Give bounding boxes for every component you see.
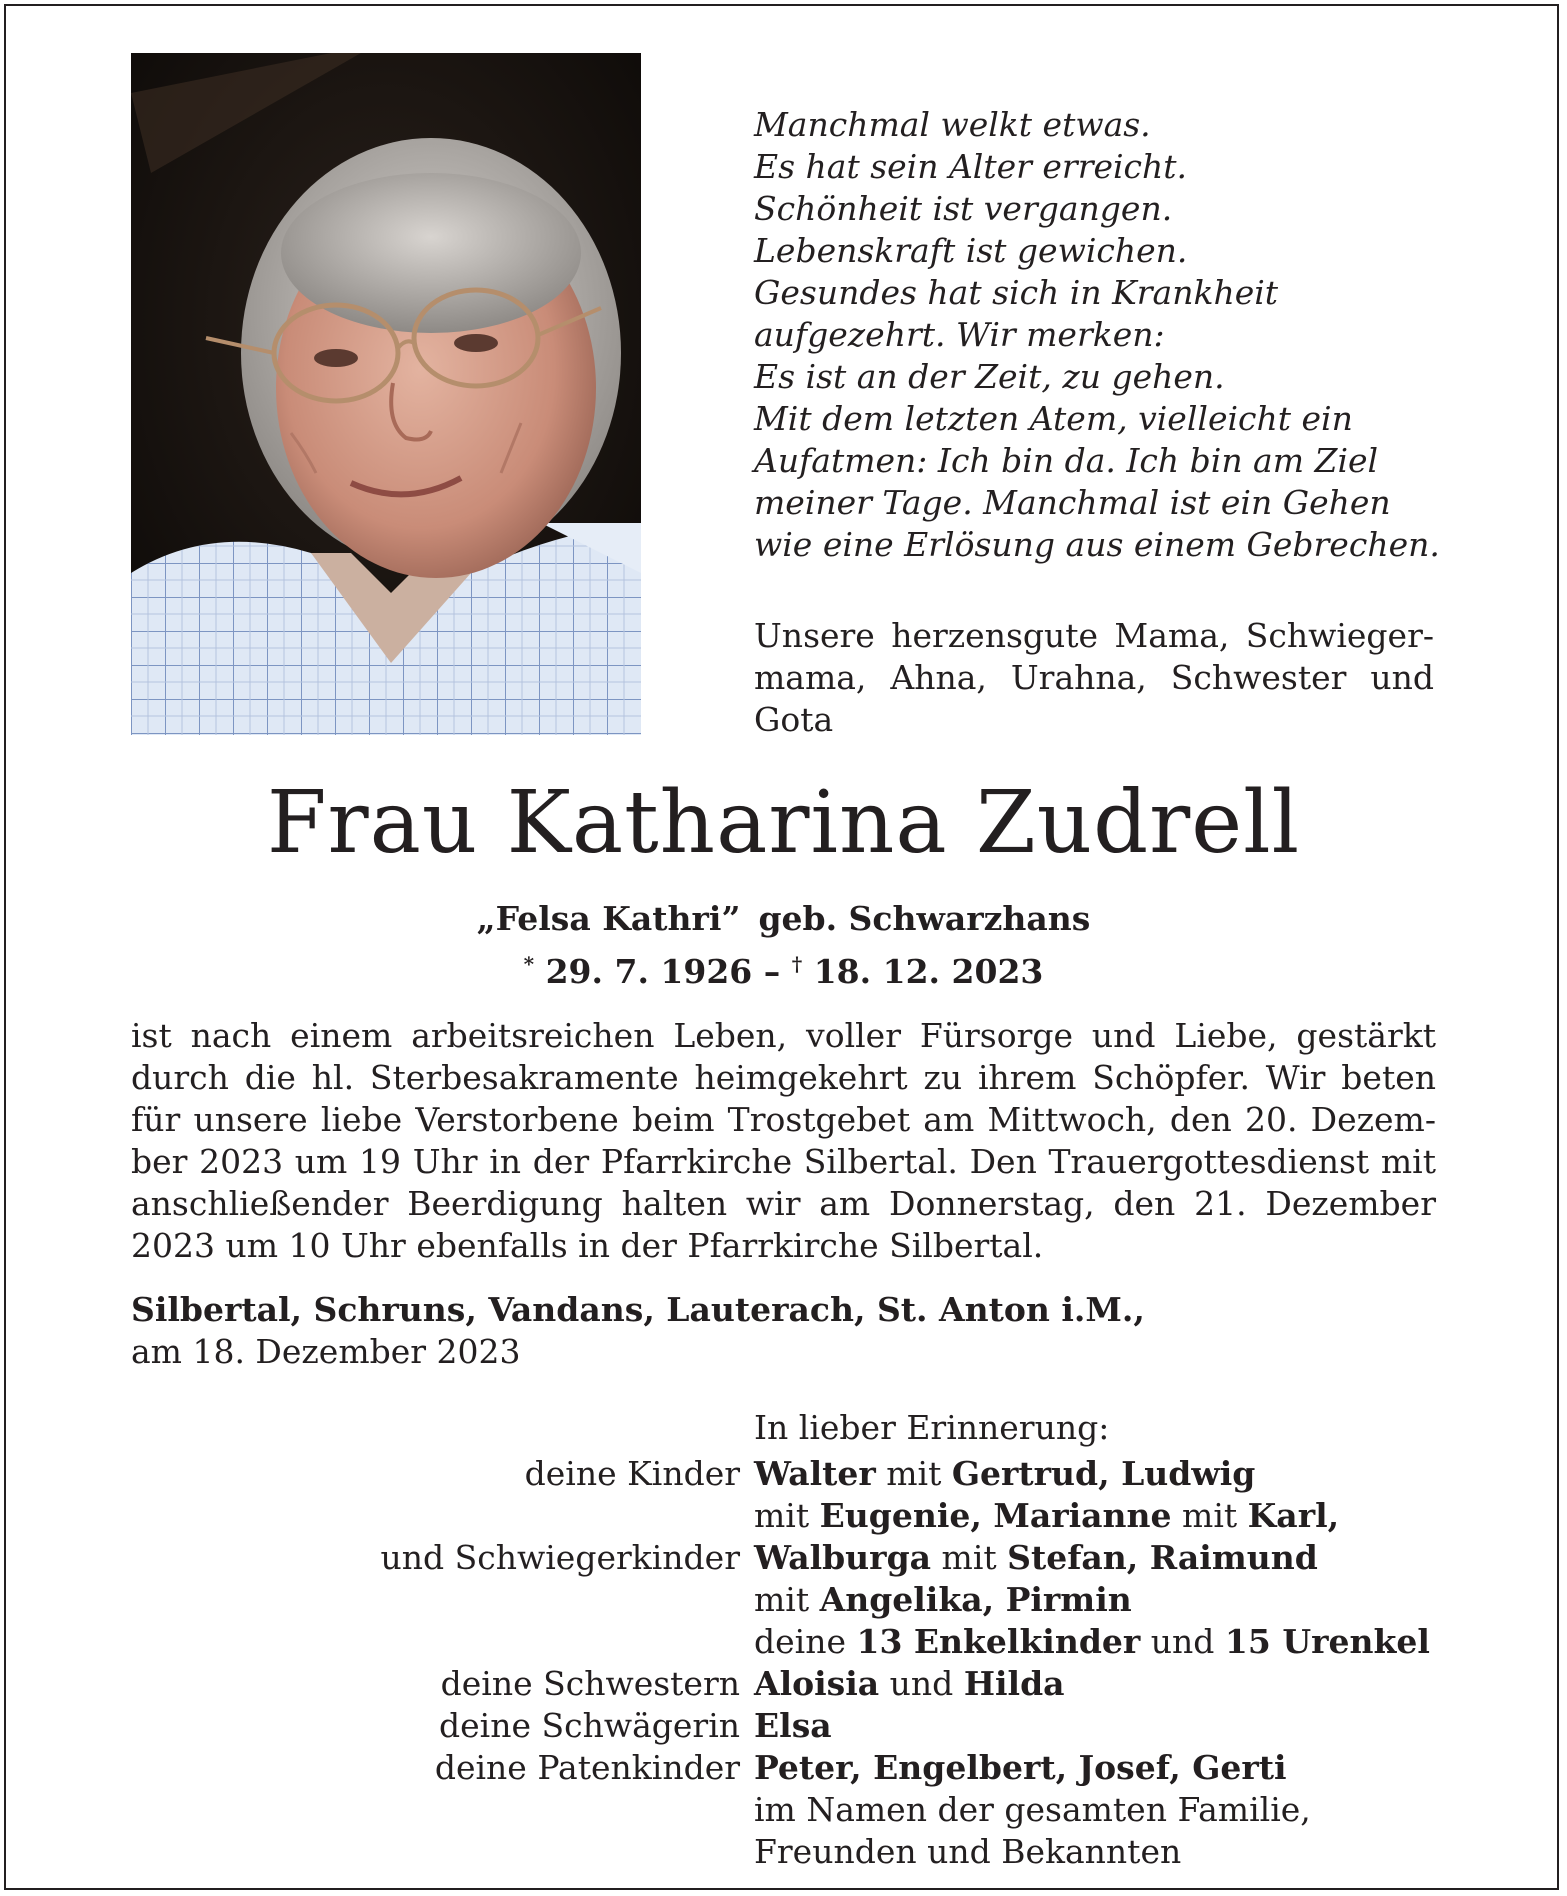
- mourners-list: [0, 1453, 1567, 1873]
- text-line: anschließender Beerdigung halten wir am Donnerstag, den 21. Dezember: [131, 1184, 1436, 1223]
- closing-row: [0, 1789, 1567, 1831]
- mourner-names: mit Angelika, Pirmin: [754, 1580, 1132, 1619]
- announcement-text: [131, 1015, 1436, 1267]
- mourner-label: und Schwiegerkinder: [380, 1538, 740, 1577]
- born-name: geb. Schwarzhans: [758, 899, 1091, 938]
- mourner-row: [0, 1705, 1567, 1747]
- poem-line: Aufatmen: Ich bin da. Ich bin am Ziel: [754, 441, 1379, 480]
- mourner-label: deine Patenkinder: [434, 1748, 740, 1787]
- mourner-names: Peter, Engelbert, Josef, Gerti: [754, 1748, 1287, 1787]
- poem-line: Es hat sein Alter erreicht.: [754, 147, 1188, 186]
- deceased-name: Frau Katharina Zudrell: [266, 773, 1301, 873]
- mourner-row: [0, 1747, 1567, 1789]
- poem-line: aufgezehrt. Wir merken:: [754, 315, 1165, 354]
- closing-text: im Namen der gesamten Familie,: [754, 1790, 1311, 1829]
- name-details: [0, 895, 1567, 943]
- mourner-names: mit Eugenie, Marianne mit Karl,: [754, 1496, 1340, 1535]
- mourner-label: deine Schwägerin: [439, 1706, 740, 1745]
- date-line: am 18. Dezember 2023: [131, 1332, 521, 1371]
- mourner-names: Walburga mit Stefan, Raimund: [754, 1538, 1318, 1577]
- death-symbol: †: [791, 952, 803, 976]
- mourner-row: [0, 1537, 1567, 1579]
- mourner-row: [0, 1621, 1567, 1663]
- birth-date: 29. 7. 1926: [545, 952, 753, 991]
- poem-line: Manchmal welkt etwas.: [754, 105, 1151, 144]
- birth-symbol: *: [523, 952, 535, 976]
- mourner-row: [0, 1579, 1567, 1621]
- text-line: durch die hl. Sterbesakramente heimgekehrt zu ihrem Schöpfer. Wir beten: [131, 1058, 1436, 1097]
- mourner-label: deine Kinder: [524, 1454, 740, 1493]
- text-line: ist nach einem arbeitsreichen Leben, voller Fürsorge und Liebe, gestärkt: [131, 1016, 1436, 1055]
- poem-line: Mit dem letzten Atem, vielleicht ein: [754, 399, 1353, 438]
- closing-text: Freunden und Bekannten: [754, 1832, 1182, 1871]
- nickname: „Felsa Kathri”: [476, 899, 741, 938]
- places-and-date: [131, 1289, 1145, 1373]
- text-line: ber 2023 um 19 Uhr in der Pfarrkirche Silbertal. Den Trauergottesdienst mit: [131, 1142, 1436, 1181]
- intro-text: Unsere herzensgute Mama, Schwieger-mama, Ahna, Urahna, Schwester und Gota: [754, 616, 1434, 739]
- mourner-names: Walter mit Gertrud, Ludwig: [754, 1454, 1256, 1493]
- poem-line: wie eine Erlösung aus einem Gebrechen.: [754, 525, 1440, 564]
- date-dash: –: [752, 952, 792, 991]
- poem-line: Schönheit ist vergangen.: [754, 189, 1173, 228]
- poem-line: Es ist an der Zeit, zu gehen.: [754, 357, 1225, 396]
- death-date: 18. 12. 2023: [813, 952, 1044, 991]
- mourner-row: [0, 1495, 1567, 1537]
- memory-heading: In lieber Erinnerung:: [754, 1408, 1110, 1447]
- mourner-row: [0, 1663, 1567, 1705]
- text-line: für unsere liebe Verstorbene beim Trostgebet am Mittwoch, den 20. Dezem-: [131, 1100, 1436, 1139]
- portrait-photo: [131, 53, 641, 735]
- mourner-names: deine 13 Enkelkinder und 15 Urenkel: [754, 1622, 1430, 1661]
- poem: [754, 104, 1440, 566]
- mourner-row: [0, 1453, 1567, 1495]
- poem-line: Lebenskraft ist gewichen.: [754, 231, 1188, 270]
- text-line: 2023 um 10 Uhr ebenfalls in der Pfarrkirche Silbertal.: [131, 1226, 1044, 1265]
- poem-line: meiner Tage. Manchmal ist ein Gehen: [754, 483, 1391, 522]
- life-dates: [0, 940, 1567, 996]
- poem-line: Gesundes hat sich in Krankheit: [754, 273, 1279, 312]
- mourner-names: Elsa: [754, 1706, 832, 1745]
- closing-row: [0, 1831, 1567, 1873]
- places: Silbertal, Schruns, Vandans, Lauterach, St. Anton i.M.,: [131, 1290, 1145, 1329]
- mourner-names: Aloisia und Hilda: [754, 1664, 1065, 1703]
- mourner-label: deine Schwestern: [440, 1664, 740, 1703]
